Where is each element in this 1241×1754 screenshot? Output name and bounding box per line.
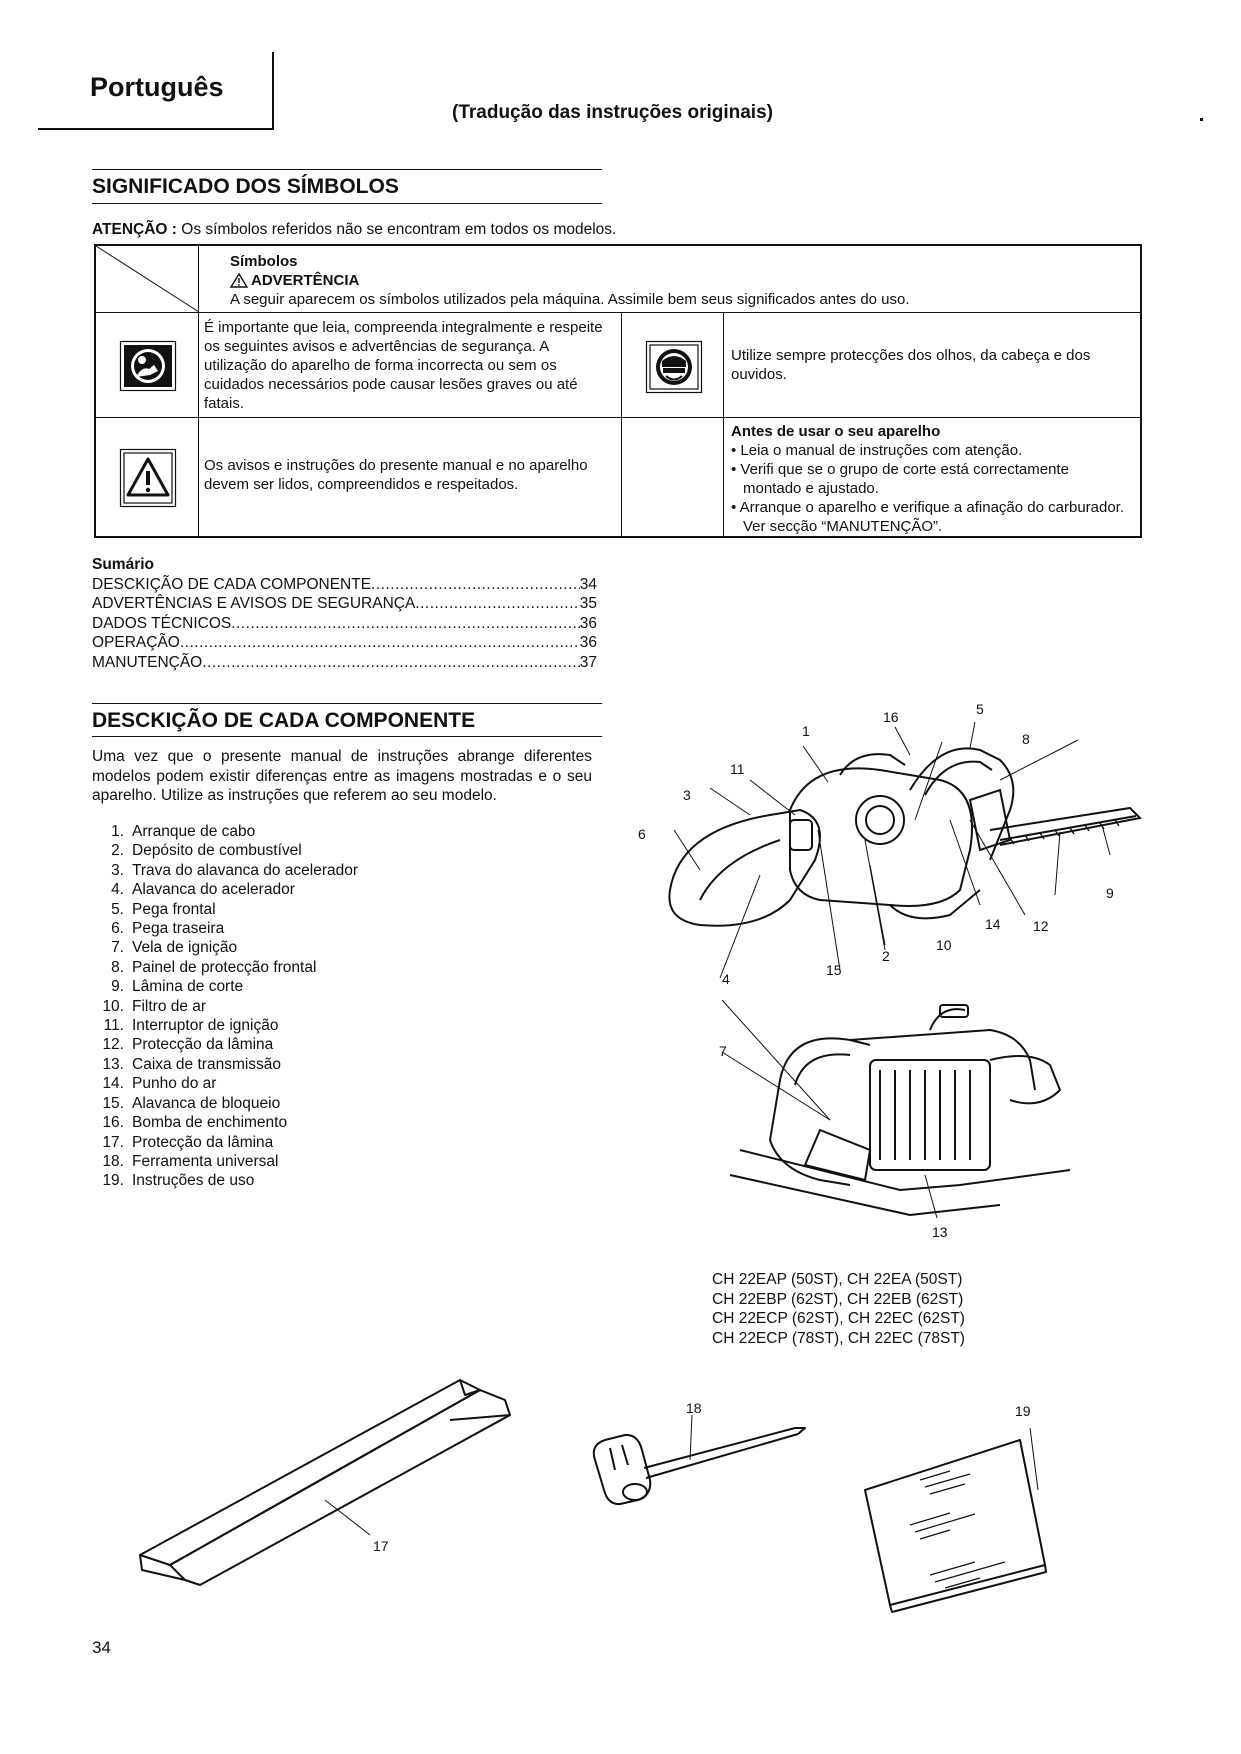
list-item: 11. Interruptor de ignição (103, 1017, 279, 1035)
warning-triangle-icon (120, 449, 176, 507)
toc-entry[interactable]: OPERAÇÃO ..... 36 (92, 633, 597, 653)
list-item: 9. Lâmina de corte (111, 978, 244, 996)
list-item: 10. Filtro de ar (102, 997, 207, 1015)
section-rule (92, 169, 602, 170)
components-intro: Uma vez que o presente manual de instruções abrange diferentes modelos podem existir diferenças entre as imagens mostradas e o seu aparelho. Utilize as instruções que referem ao seu modelo. (92, 748, 592, 804)
symbols-header (230, 252, 1130, 309)
warning-label: ADVERTÊNCIA (251, 272, 360, 289)
symbols-heading: Símbolos (230, 253, 298, 270)
before-use-title: Antes de usar o seu aparelho (731, 423, 941, 440)
toc-entry[interactable]: MANUTENÇÃO ..... 37 (92, 653, 597, 673)
callout-1: 1 (802, 723, 810, 739)
model-line: CH 22EBP (62ST), CH 22EB (62ST) (712, 1290, 964, 1308)
list-item: 8. Painel de protecção frontal (111, 958, 317, 976)
section-rule (92, 203, 602, 204)
symbols-note (92, 221, 616, 239)
protective-gear-text: Utilize sempre protecções dos olhos, da cabeça e dos ouvidos. (731, 347, 1091, 383)
section-rule (92, 736, 602, 737)
parts-list (92, 822, 358, 1191)
callout-4: 4 (722, 971, 730, 987)
toc-title: Sumário (92, 556, 155, 573)
header-divider-vertical (272, 52, 274, 130)
symbols-table (94, 244, 1142, 538)
callout-15: 15 (826, 962, 842, 978)
diagonal-corner (96, 246, 199, 312)
callout-19: 19 (1015, 1403, 1031, 1419)
list-item: 18. Ferramenta universal (102, 1152, 279, 1170)
callout-8: 8 (1022, 731, 1030, 747)
callout-12: 12 (1033, 918, 1049, 934)
components-section-title: DESCKIÇÃO DE CADA COMPONENTE (92, 709, 476, 732)
read-manual-icon (120, 341, 176, 391)
translation-subtitle: (Tradução das instruções originais) (452, 102, 773, 123)
header-divider-horizontal (38, 128, 274, 130)
list-item: 16. Bomba de enchimento (102, 1114, 288, 1132)
callout-17: 17 (373, 1538, 389, 1554)
list-item: 15. Alavanca de bloqueio (102, 1094, 281, 1112)
note-text: Os símbolos referidos não se encontram em todos os modelos. (181, 221, 617, 238)
list-item: 6. Pega traseira (111, 920, 225, 938)
symbols-intro-text: A seguir aparecem os símbolos utilizados pela máquina. Assimile bem seus significados antes do uso. (230, 291, 910, 308)
before-use-block (731, 422, 1131, 536)
list-item: 19. Instruções de uso (102, 1172, 255, 1190)
note-label: ATENÇÃO : (92, 221, 177, 238)
list-item: 5. Pega frontal (111, 900, 216, 918)
callout-18: 18 (686, 1400, 702, 1416)
callout-7: 7 (719, 1043, 727, 1059)
table-of-contents (92, 555, 597, 672)
callout-14: 14 (985, 916, 1001, 932)
list-item: 1. Arranque de cabo (111, 823, 256, 840)
instruction-manual-illustration (860, 1430, 1050, 1610)
callout-16: 16 (883, 709, 899, 725)
language-title: Português (90, 72, 224, 102)
warning-text: Os avisos e instruções do presente manual e no aparelho devem ser lidos, compreendidos e respeitados. (204, 457, 588, 493)
before-use-bullet: • Arranque o aparelho e verifique a afinação do carburador. Ver secção “MANUTENÇÃO”. (731, 499, 1125, 535)
callout-6: 6 (638, 826, 646, 842)
section-rule (92, 703, 602, 704)
toc-entry[interactable]: DESCKIÇÃO DE CADA COMPONENTE ..... 34 (92, 575, 597, 595)
callout-2: 2 (882, 948, 890, 964)
read-manual-text: É importante que leia, compreenda integralmente e respeite os seguintes avisos e advertências de segurança. A utilização do aparelho de forma incorrecta ou sem os cuidados necessários pode causar lesões graves ou até fatais. (204, 319, 603, 412)
symbols-section-title: SIGNIFICADO DOS SÍMBOLOS (92, 175, 399, 198)
hedge-trimmer-illustration (640, 700, 1160, 1000)
list-item: 4. Alavanca do acelerador (111, 881, 295, 899)
list-item: 2. Depósito de combustível (111, 842, 302, 860)
callout-5: 5 (976, 701, 984, 717)
callout-13: 13 (932, 1224, 948, 1240)
list-item: 7. Vela de ignição (111, 939, 238, 957)
warning-small-icon (230, 273, 248, 288)
callout-3: 3 (683, 787, 691, 803)
model-list (712, 1270, 965, 1348)
callout-10: 10 (936, 937, 952, 953)
toc-entry[interactable]: DADOS TÉCNICOS ..... 36 (92, 614, 597, 634)
page-mark (1200, 118, 1203, 121)
model-line: CH 22EAP (50ST), CH 22EA (50ST) (712, 1271, 963, 1288)
callout-9: 9 (1106, 885, 1114, 901)
blade-cover-illustration (130, 1370, 530, 1590)
callout-11: 11 (730, 761, 745, 777)
list-item: 14. Punho do ar (102, 1075, 217, 1093)
universal-tool-illustration (580, 1420, 810, 1540)
before-use-bullet: • Leia o manual de instruções com atenção. (731, 442, 1023, 459)
toc-entry[interactable]: ADVERTÊNCIAS E AVISOS DE SEGURANÇA ..... 35 (92, 594, 597, 614)
page-number: 34 (92, 1638, 111, 1657)
model-line: CH 22ECP (78ST), CH 22EC (78ST) (712, 1329, 965, 1347)
model-line: CH 22ECP (62ST), CH 22EC (62ST) (712, 1310, 965, 1327)
list-item: 12. Protecção da lâmina (102, 1036, 274, 1054)
before-use-bullet: • Verifi que se o grupo de corte está correctamente montado e ajustado. (731, 461, 1069, 497)
list-item: 17. Protecção da lâmina (102, 1133, 274, 1151)
list-item: 13. Caixa de transmissão (102, 1055, 282, 1073)
protective-gear-icon (646, 341, 702, 393)
engine-closeup-illustration (700, 1000, 1080, 1230)
list-item: 3. Trava do alavanca do acelerador (111, 861, 359, 879)
